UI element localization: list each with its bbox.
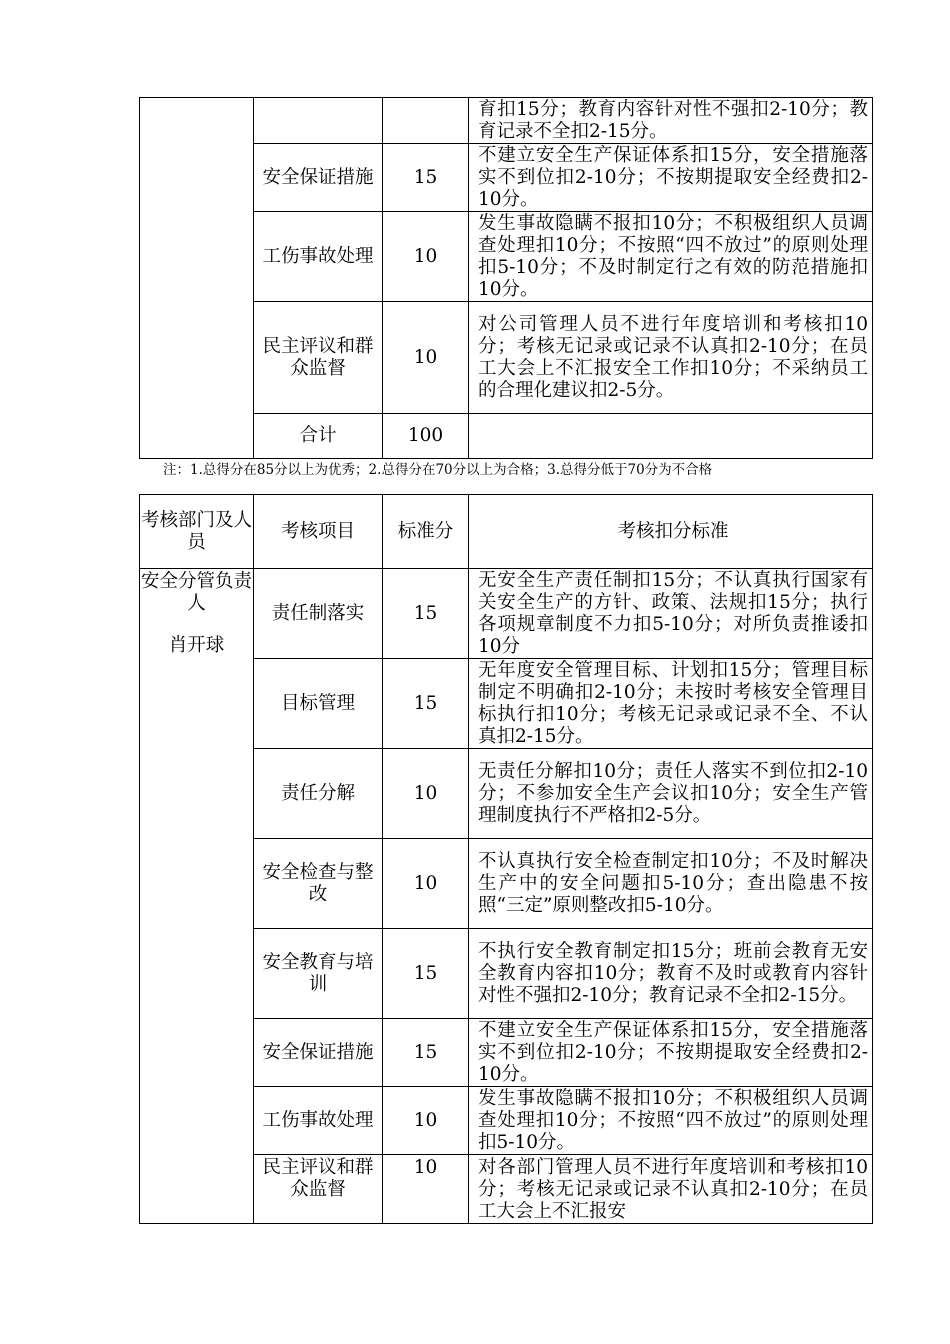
score-cell [383,98,469,144]
table-row [140,569,873,659]
score-cell: 10 [383,212,469,302]
item-cell: 工伤事故处理 [254,212,383,302]
table-row [140,98,873,144]
score-cell: 15 [383,659,469,749]
dept-name: 安全分管负责人 [140,571,252,614]
score-cell: 15 [383,569,469,659]
criteria-cell: 育扣15分；教育内容针对性不强扣2-10分；教育记录不全扣2-15分。 [469,98,873,144]
score-cell: 15 [383,929,469,1019]
item-cell: 责任分解 [254,749,383,839]
dept-cell [140,569,254,1224]
scoring-note: 注：1.总得分在85分以上为优秀；2.总得分在70分以上为合格；3.总得分低于70分为不合格 [163,462,713,478]
score-cell: 15 [383,144,469,212]
item-cell: 安全教育与培训 [254,929,383,1019]
item-cell [254,98,383,144]
score-cell: 15 [383,1019,469,1087]
item-cell: 工伤事故处理 [254,1087,383,1155]
score-cell: 10 [383,749,469,839]
header-criteria: 考核扣分标准 [469,495,873,569]
criteria-cell: 无安全生产责任制扣15分；不认真执行国家有关安全生产的方针、政策、法规扣15分；执行各项规章制度不力扣5-10分；对所负责推诿扣10分 [469,569,873,659]
person-name: 肖开球 [168,635,225,656]
criteria-cell: 不建立安全生产保证体系扣15分，安全措施落实不到位扣2-10分；不按期提取安全经费扣2-10分。 [469,1019,873,1087]
score-cell: 10 [383,1087,469,1155]
item-cell: 目标管理 [254,659,383,749]
item-cell: 民主评议和群众监督 [254,302,383,414]
header-row [140,495,873,569]
criteria-cell: 无责任分解扣10分；责任人落实不到位扣2-10分；不参加安全生产会议扣10分；安全生产管理制度执行不严格扣2-5分。 [469,749,873,839]
score-cell: 10 [383,302,469,414]
item-cell: 责任制落实 [254,569,383,659]
criteria-cell: 无年度安全管理目标、计划扣15分；管理目标制定不明确扣2-10分；未按时考核安全管理目标执行扣10分；考核无记录或记录不全、不认真扣2-15分。 [469,659,873,749]
item-cell: 民主评议和群众监督 [254,1155,383,1224]
criteria-cell: 不执行安全教育制定扣15分；班前会教育无安全教育内容扣10分；教育不及时或教育内容针对性不强扣2-10分；教育记录不全扣2-15分。 [469,929,873,1019]
criteria-cell: 发生事故隐瞒不报扣10分；不积极组织人员调查处理扣10分；不按照“四不放过”的原则处理扣5-10分。 [469,1087,873,1155]
header-item: 考核项目 [254,495,383,569]
criteria-cell: 不认真执行安全检查制定扣10分；不及时解决生产中的安全问题扣5-10分；查出隐患不按照“三定”原则整改扣5-10分。 [469,839,873,929]
criteria-cell: 不建立安全生产保证体系扣15分，安全措施落实不到位扣2-10分；不按期提取安全经费扣2-10分。 [469,144,873,212]
dept-cell-empty [140,98,254,459]
assessment-table-continued [139,97,873,459]
header-dept: 考核部门及人员 [140,495,254,569]
total-criteria-empty [469,414,873,459]
criteria-cell: 对公司管理人员不进行年度培训和考核扣10分；考核无记录或记录不认真扣2-10分；在员工大会上不汇报安全工作扣10分；不采纳员工的合理化建议扣2-5分。 [469,302,873,414]
header-score: 标准分 [383,495,469,569]
criteria-cell: 对各部门管理人员不进行年度培训和考核扣10分；考核无记录或记录不认真扣2-10分；在员工大会上不汇报安 [469,1155,873,1224]
item-cell: 安全检查与整改 [254,839,383,929]
item-cell: 安全保证措施 [254,1019,383,1087]
total-label: 合计 [254,414,383,459]
assessment-table [139,494,873,1224]
score-cell: 10 [383,1155,469,1224]
score-cell: 10 [383,839,469,929]
total-value: 100 [383,414,469,459]
item-cell: 安全保证措施 [254,144,383,212]
criteria-cell: 发生事故隐瞒不报扣10分；不积极组织人员调查处理扣10分；不按照“四不放过”的原则处理扣5-10分；不及时制定行之有效的防范措施扣10分。 [469,212,873,302]
